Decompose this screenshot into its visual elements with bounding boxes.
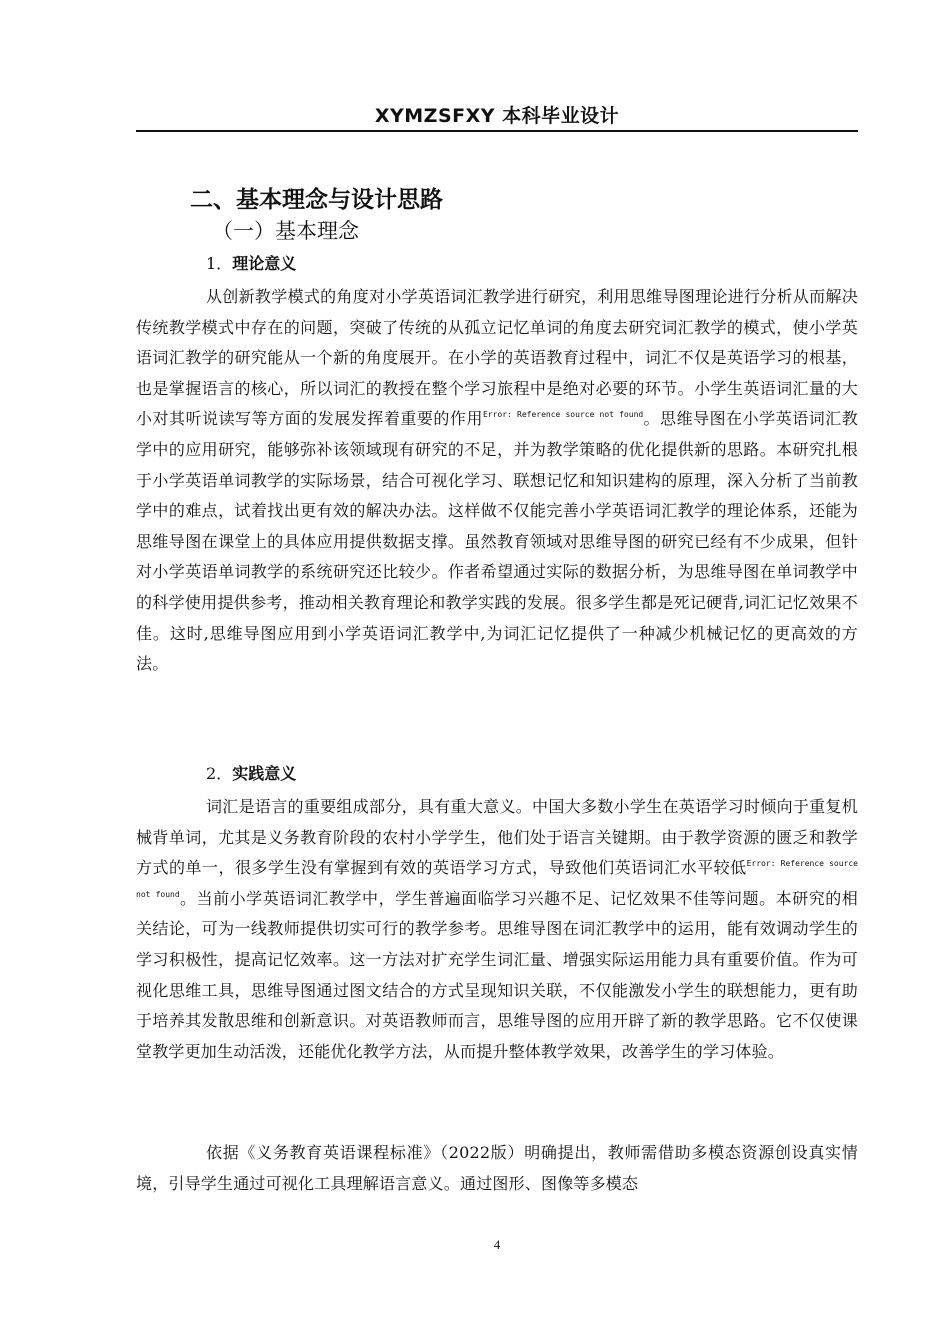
item-title: 实践意义 [232,764,297,783]
paragraph-text: 词汇是语言的重要组成部分，具有重大意义。中国大多数小学生在英语学习时倾向于重复机械背单词，尤其是义务教育阶段的农村小学学生，他们处于语言关键期。由于教学资源的匮乏和教学方式的单一，很多学生没有掌握到有效的英语学习方式，导致他们英语词汇水平较低 [136,797,858,878]
item-heading-practice [206,762,296,786]
paragraph-text: 。当前小学英语词汇教学中，学生普遍面临学习兴趣不足、记忆效果不佳等问题。本研究的相关结论，可为一线教师提供切实可行的教学参考。思维导图在词汇教学中的运用，能有效调动学生的学习积极性，提高记忆效率。这一方法对扩充学生词汇量、增强实际运用能力具有重要价值。作为可视化思维工具，思维导图通过图文结合的方式呈现知识关联，不仅能激发小学生的联想能力，更有助于培养其发散思维和创新意识。对英语教师而言，思维导图的应用开辟了新的教学思路。它不仅使课堂教学更加生动活泼，还能优化教学方法，从而提升整体教学效果，改善学生的学习体验。 [136,888,858,1061]
reference-error: Error: Reference source not found [136,859,858,899]
item-title: 理论意义 [232,254,297,273]
item-number: 1． [206,254,233,273]
paragraph-text: 从创新教学模式的角度对小学英语词汇教学进行研究，利用思维导图理论进行分析从而解决传统教学模式中存在的问题，突破了传统的从孤立记忆单词的角度去研究词汇教学的模式，使小学英语词汇教学的研究能从一个新的角度展开。在小学的英语教育过程中，词汇不仅是英语学习的根基，也是掌握语言的核心，所以词汇的教授在整个学习旅程中是绝对必要的环节。小学生英语词汇量的大小对其听说读写等方面的发展发挥着重要的作用 [136,287,858,429]
item-number: 2． [206,764,233,783]
page-number: 4 [493,1237,501,1252]
section-heading: 二、基本理念与设计思路 [190,187,443,213]
paragraph-practice [136,792,858,1067]
reference-error: Error: Reference source not found [482,410,644,420]
running-header: XYMZSFXY 本科毕业设计 [374,105,620,127]
paragraph-curriculum: 依据《义务教育英语课程标准》（2022版）明确提出，教师需借助多模态资源创设真实情境，引导学生通过可视化工具理解语言意义。通过图形、图像等多模态 [136,1143,858,1193]
paragraph-text: 。思维导图在小学英语词汇教学中的应用研究，能够弥补该领域现有研究的不足，并为教学策略的优化提供新的思路。本研究扎根于小学英语单词教学的实际场景，结合可视化学习、联想记忆和知识建构的原理，深入分析了当前教学中的难点，试着找出更有效的解决办法。这样做不仅能完善小学英语词汇教学的理论体系，还能为思维导图在课堂上的具体应用提供数据支撑。虽然教育领域对思维导图的研究已经有不少成果，但针对小学英语单词教学的系统研究还比较少。作者希望通过实际的数据分析，为思维导图在单词教学中的科学使用提供参考，推动相关教育理论和教学实践的发展。很多学生都是死记硬背,词汇记忆效果不佳。这时,思维导图应用到小学英语词汇教学中,为词汇记忆提供了一种减少机械记忆的更高效的方法。 [136,409,858,674]
paragraph-theory [136,282,858,680]
subsection-heading: （一）基本理念 [212,219,359,243]
header-rule [136,130,858,132]
item-heading-theory [206,252,296,276]
